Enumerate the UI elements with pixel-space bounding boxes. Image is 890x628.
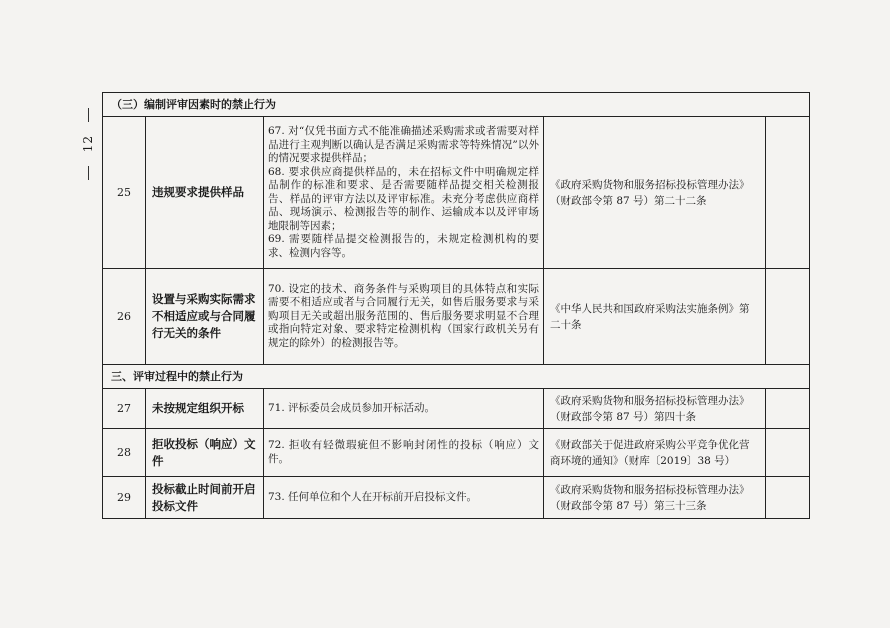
row-item: 投标截止时间前开启投标文件 xyxy=(146,477,264,519)
row-number: 29 xyxy=(103,477,146,519)
row-item: 未按规定组织开标 xyxy=(146,389,264,429)
row-remark xyxy=(766,389,810,429)
row-content xyxy=(264,117,544,269)
row-item: 拒收投标（响应）文件 xyxy=(146,429,264,477)
row-item: 设置与采购实际需求不相适应或与合同履行无关的条件 xyxy=(146,269,264,365)
section-header-row xyxy=(103,365,810,389)
row-content xyxy=(264,269,544,365)
content-line: 72. 拒收有轻微瑕疵但不影响封闭性的投标（响应）文件。 xyxy=(268,439,539,465)
section-header-row xyxy=(103,93,810,117)
row-content xyxy=(264,429,544,477)
row-number: 27 xyxy=(103,389,146,429)
row-remark xyxy=(766,477,810,519)
content-line: 67. 对“仅凭书面方式不能准确描述采购需求或者需要对样品进行主观判断以确认是否满足采购需求等特殊情况”以外的情况要求提供样品； xyxy=(268,125,539,164)
row-content xyxy=(264,389,544,429)
table-row xyxy=(103,477,810,519)
page-number-dash-bottom xyxy=(88,166,89,180)
table-row xyxy=(103,117,810,269)
section-title: （三）编制评审因素时的禁止行为 xyxy=(103,93,810,117)
row-remark xyxy=(766,429,810,477)
table-row xyxy=(103,389,810,429)
section-title: 三、评审过程中的禁止行为 xyxy=(103,365,810,389)
content-line: 70. 设定的技术、商务条件与采购项目的具体特点和实际需要不相适应或者与合同履行无关，如售后服务要求与采购项目无关或超出服务范围的、售后服务要求明显不合理或指向特定对象、要求特定检测机构（国家行政机关另有规定的除外）的检测报告等。 xyxy=(268,282,539,349)
prohibited-behaviors-table xyxy=(102,92,810,519)
row-legal-basis: 《政府采购货物和服务招标投标管理办法》（财政部令第 87 号）第二十二条 xyxy=(544,117,766,269)
content-line: 71. 评标委员会成员参加开标活动。 xyxy=(268,401,436,414)
row-legal-basis: 《财政部关于促进政府采购公平竞争优化营商环境的通知》（财库〔2019〕38 号） xyxy=(544,429,766,477)
row-number: 28 xyxy=(103,429,146,477)
row-content xyxy=(264,477,544,519)
page-number xyxy=(78,108,98,180)
table-row xyxy=(103,429,810,477)
content-line: 73. 任何单位和个人在开标前开启投标文件。 xyxy=(268,490,478,503)
row-legal-basis: 《政府采购货物和服务招标投标管理办法》（财政部令第 87 号）第四十条 xyxy=(544,389,766,429)
row-remark xyxy=(766,117,810,269)
row-number: 25 xyxy=(103,117,146,269)
table-row xyxy=(103,269,810,365)
row-legal-basis: 《政府采购货物和服务招标投标管理办法》（财政部令第 87 号）第三十三条 xyxy=(544,477,766,519)
content-line: 69. 需要随样品提交检测报告的，未规定检测机构的要求、检测内容等。 xyxy=(268,233,539,259)
row-remark xyxy=(766,269,810,365)
row-item: 违规要求提供样品 xyxy=(146,117,264,269)
page-number-text: 12 xyxy=(81,135,95,153)
page-number-dash-top xyxy=(88,108,89,122)
row-legal-basis: 《中华人民共和国政府采购法实施条例》第二十条 xyxy=(544,269,766,365)
content-line: 68. 要求供应商提供样品的，未在招标文件中明确规定样品制作的标准和要求、是否需要随样品提交相关检测报告、样品的评审方法以及评审标准。未充分考虑供应商样品、现场演示、检测报告等的制作、运输成本以及评审场地限制等因素； xyxy=(268,165,539,232)
row-number: 26 xyxy=(103,269,146,365)
